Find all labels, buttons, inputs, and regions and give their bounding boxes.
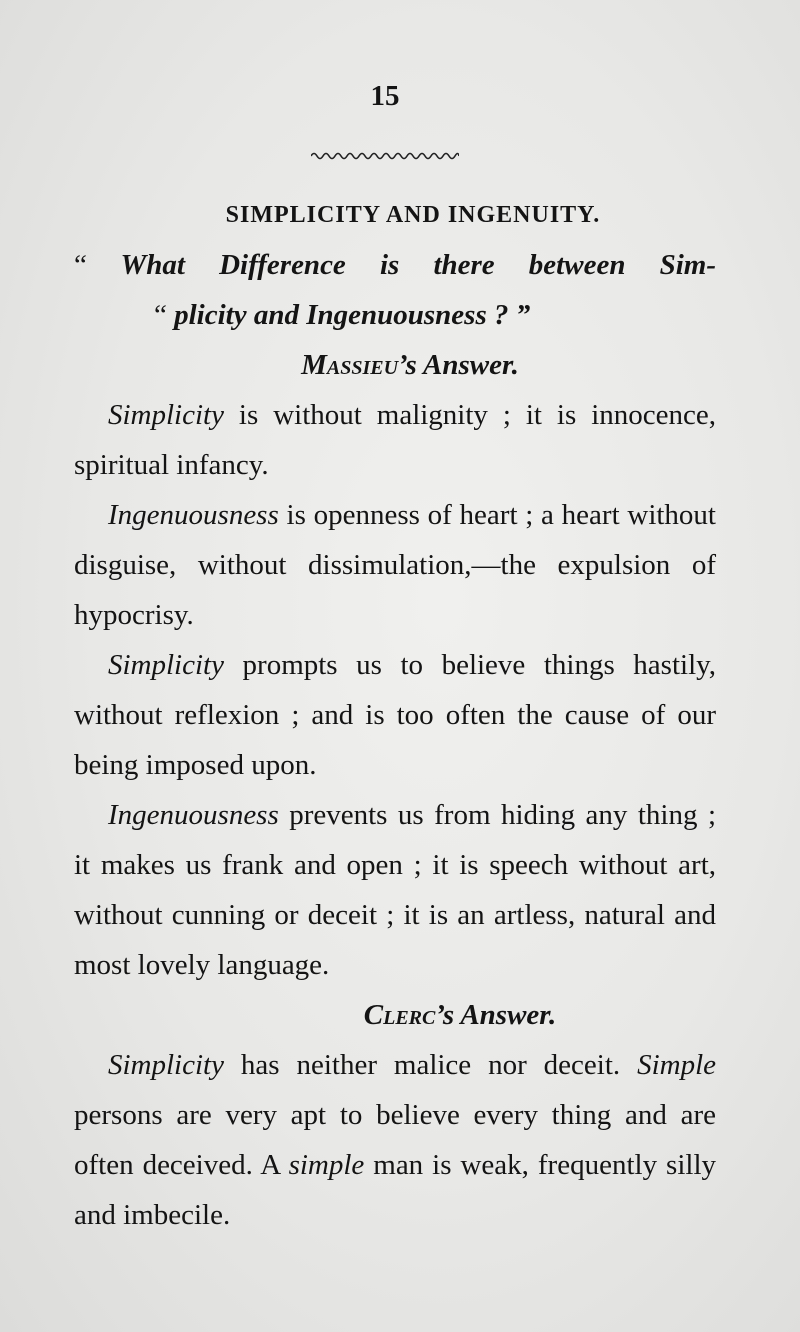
massieu-paragraph (74, 390, 716, 490)
open-quote-2: “ (154, 299, 167, 331)
massieu-name: Massieu (301, 349, 399, 381)
paragraph-body: is without malignity ; it is innocence, spiritual infancy. (74, 399, 716, 481)
massieu-heading-suffix: ’s Answer. (398, 349, 519, 381)
paragraph-lead-term: Simplicity (108, 1049, 224, 1081)
massieu-paragraph (74, 790, 716, 990)
open-quote: “ (74, 249, 87, 281)
paragraph-body: has neither malice nor deceit. (223, 1049, 638, 1081)
paragraph-lead-term: Ingenuousness (108, 799, 279, 831)
question-text-1: What Difference is there between Sim- (120, 249, 716, 281)
section-heading: SIMPLICITY AND INGENUITY. (225, 202, 601, 228)
question-line-1 (74, 240, 716, 290)
clerc-answer-heading (74, 990, 716, 1040)
paragraph-body: persons are very apt to believe every thing and are often deceived. A (74, 1099, 716, 1181)
paragraph-body: is openness of heart ; a heart without disguise, without dissimulation,—the expulsion of hypocrisy. (74, 499, 716, 631)
question-line-2 (74, 290, 716, 340)
paragraph-body: prompts us to believe things hastily, without reflexion ; and is too often the cause of our being imposed upon. (74, 649, 716, 781)
question-text-2: plicity and Ingenuousness ? ” (174, 299, 531, 331)
decorative-rule (311, 150, 459, 160)
massieu-paragraph (74, 490, 716, 640)
clerc-name: Clerc (363, 999, 436, 1031)
clerc-heading-suffix: ’s Answer. (435, 999, 557, 1031)
italic-term: simple (288, 1149, 365, 1181)
clerc-paragraph (74, 1040, 716, 1240)
question (74, 240, 716, 340)
page-text (74, 190, 716, 1240)
paragraph-lead-term: Simplicity (108, 399, 224, 431)
paragraph-body: man is weak, frequently silly and imbecile. (74, 1149, 717, 1231)
page-number: 15 (370, 80, 400, 112)
paragraph-lead-term: Simplicity (108, 649, 224, 681)
paragraph-lead-term: Ingenuousness (108, 499, 279, 531)
massieu-answer-heading (74, 340, 716, 390)
massieu-paragraph (74, 640, 716, 790)
italic-term: Simple (637, 1049, 716, 1081)
paragraph-body: prevents us from hiding any thing ; it makes us frank and open ; it is speech without art, without cunning or deceit ; it is an artless, natural and most lovely language. (74, 799, 716, 981)
